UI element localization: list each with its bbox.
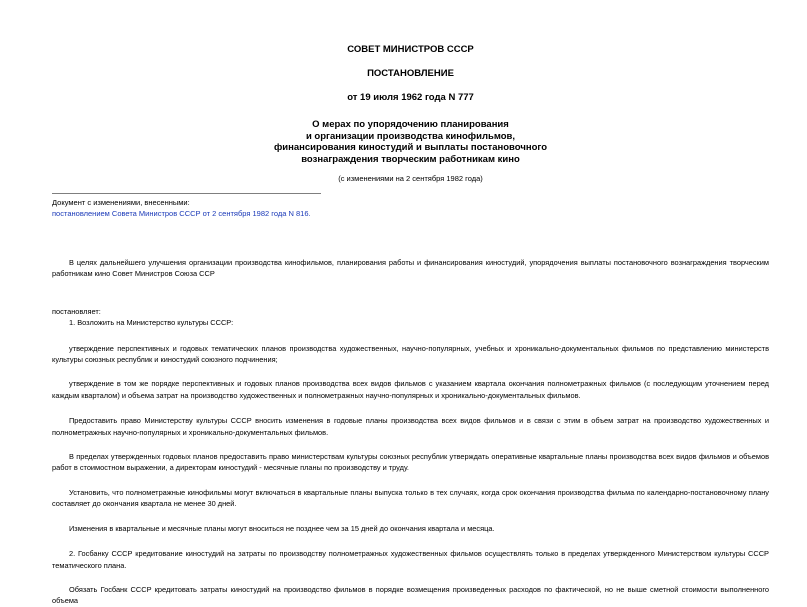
document-title-line: и организации производства кинофильмов, <box>305 130 516 142</box>
document-date-heading: от 19 июля 1962 года N 777 <box>347 92 474 103</box>
item-2-paragraph: 2. Госбанку СССР кредитование киностудий на затраты по производству полнометражных художественных фильмов осуществлять только в пределах утвержденного Министерством культуры СССР тематического плана. <box>52 549 769 570</box>
document-title <box>52 119 769 165</box>
body-paragraph: В пределах утвержденных годовых планов предоставить право министерствам культуры союзных республик утверждать оперативные квартальные планы производства всех видов фильмов и объемов работ в стоимостном выражении, а директорам киностудий - месячные планы по производству и труду. <box>52 452 769 473</box>
amendment-link[interactable]: постановлением Совета Министров СССР от 2 сентября 1982 года N 816. <box>52 209 311 218</box>
body-paragraph: Предоставить право Министерству культуры СССР вносить изменения в годовые планы производства всех видов фильмов и в связи с этим в объем затрат на производство художественных и полнометражных научно-популярных и хроникально-документальных фильмов. <box>52 416 769 437</box>
body-paragraph: Установить, что полнометражные кинофильмы могут включаться в квартальные планы выпуска только в тех случаях, когда срок окончания производства фильма по календарно-постановочному плану составляет до окончания квартала не менее 30 дней. <box>52 487 769 509</box>
amendment-note: (с изменениями на 2 сентября 1982 года) <box>338 174 483 183</box>
preamble-paragraph: В целях дальнейшего улучшения организации производства кинофильмов, планирования работы и финансирования киностудий, упорядочения выплаты постановочного вознаграждения творческим работникам кино Совет Министров Союза ССР <box>52 258 769 279</box>
document-title-line: финансирования киностудий и выплаты постановочного <box>273 142 548 153</box>
body-paragraph: утверждение перспективных и годовых тематических планов производства художественных, научно-популярных, учебных и хроникально-документальных фильмов по представлению министерств культуры союзных республик и киностудий союзного подчинения; <box>52 343 769 365</box>
document-title-line: вознаграждения творческим работникам кино <box>301 153 520 165</box>
document-title-line: О мерах по упорядочению планирования <box>312 119 509 130</box>
body-paragraph: Изменения в квартальные и месячные планы могут вноситься не позднее чем за 15 дней до окончания квартала и месяца. <box>69 523 495 533</box>
body-paragraph: Обязать Госбанк СССР кредитовать затраты киностудий на производство фильмов в порядке возмещения произведенных расходов по фактической, но не выше сметной стоимости выполненного объема <box>52 584 769 606</box>
amendments-box <box>52 193 321 219</box>
resolves-line: постановляет: <box>52 306 101 316</box>
amendments-label: Документ с изменениями, внесенными: <box>52 198 190 207</box>
body-paragraph: утверждение в том же порядке перспективных и годовых планов производства всех видов фильмов с указанием квартала окончания полнометражных фильмов (с последующим уточнением перед каждым кварталом) и объема затрат на производство художественных и полнометражных научно-популярных и хроникально-документальных фильмов. <box>52 379 769 400</box>
issuer-heading: СОВЕТ МИНИСТРОВ СССР <box>347 44 474 55</box>
document-type-heading: ПОСТАНОВЛЕНИЕ <box>367 68 454 79</box>
item-1-paragraph: 1. Возложить на Министерство культуры СССР: <box>69 318 234 328</box>
